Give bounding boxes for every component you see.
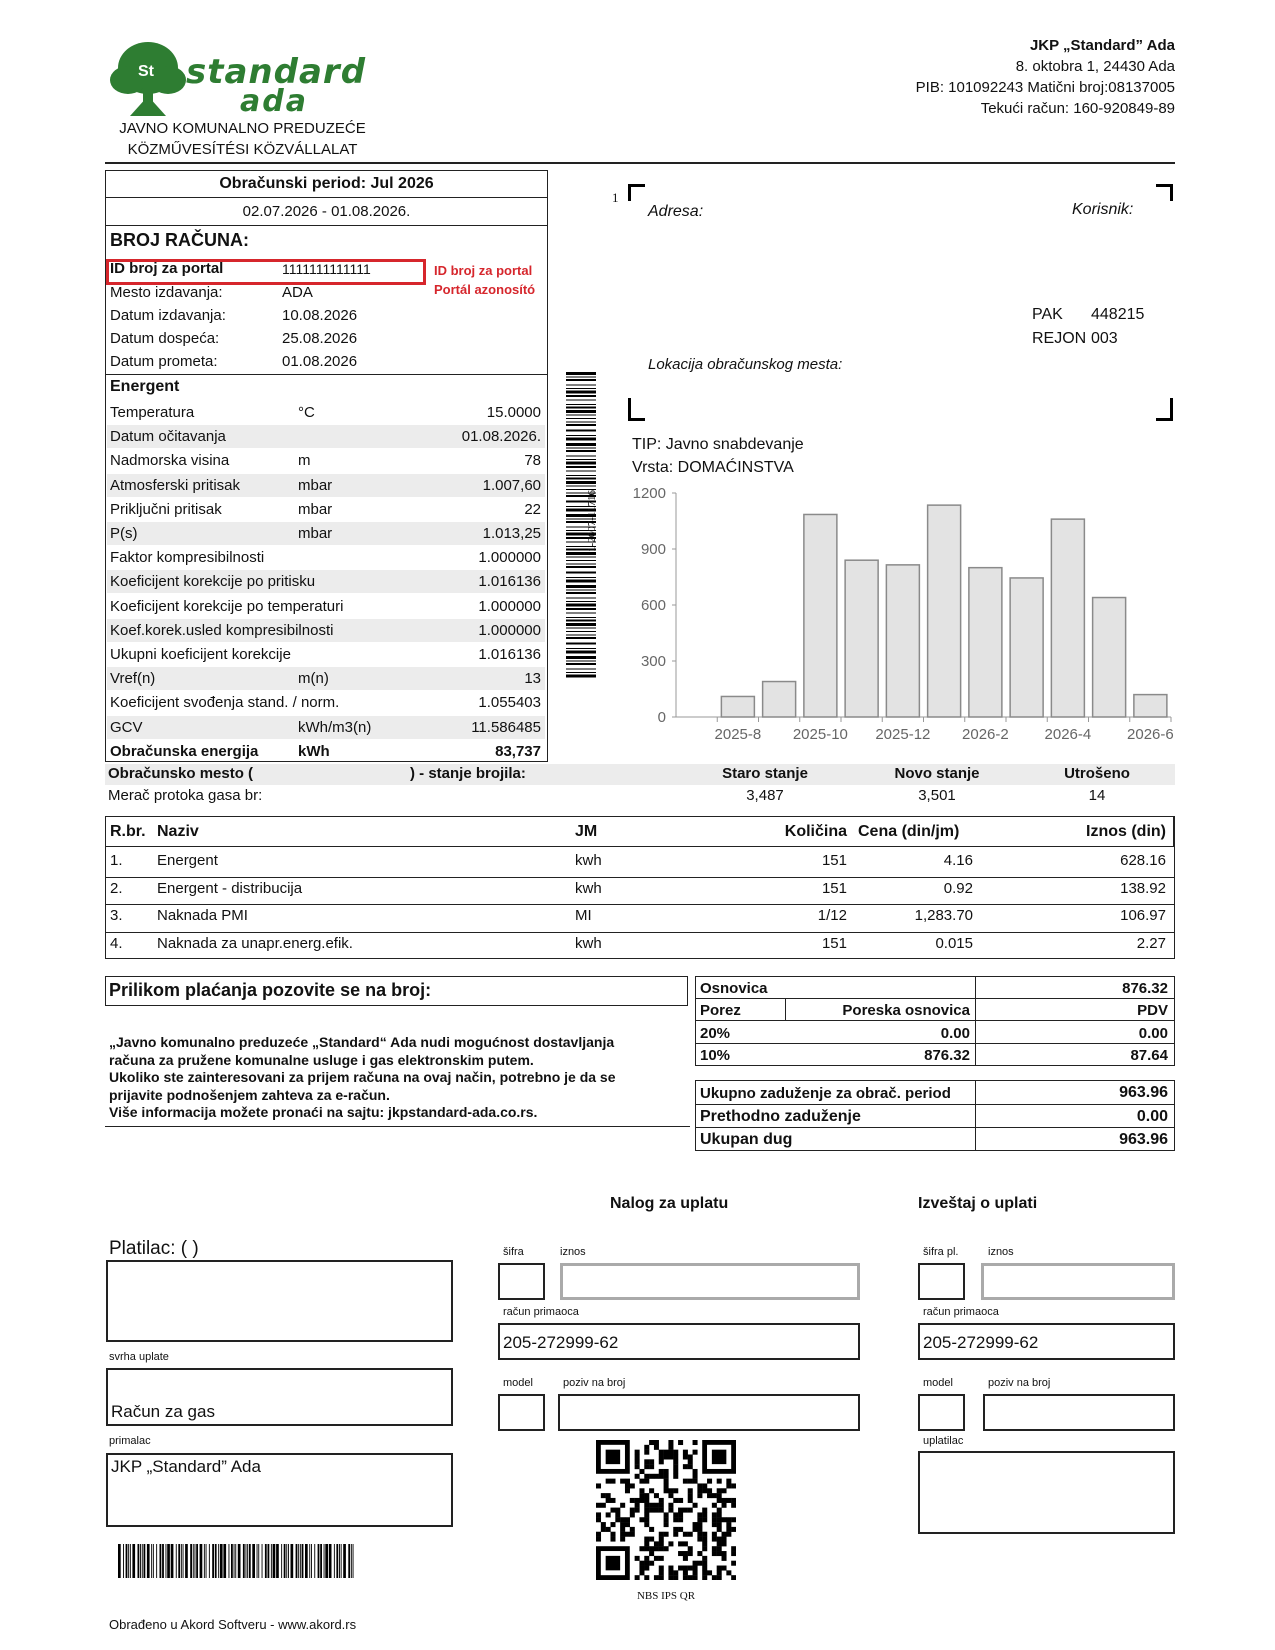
rejon-value: 003 <box>1091 330 1118 347</box>
item-price: 1,283.70 <box>914 907 973 925</box>
energy-row <box>107 667 545 690</box>
ref-label: poziv na broj <box>563 1377 626 1389</box>
issue-date-label: Datum izdavanja: <box>110 307 226 324</box>
col-amount: Iznos (din) <box>1086 823 1166 840</box>
company-logo <box>108 38 378 118</box>
user-label: Korisnik: <box>1072 201 1134 218</box>
report-title: Izveštaj o uplati <box>918 1195 1038 1212</box>
qr-label: NBS IPS QR <box>636 1590 696 1602</box>
prev-debt-label: Prethodno zaduženje <box>700 1108 861 1125</box>
item-rbr: 4. <box>110 934 123 952</box>
chart-bar <box>1134 695 1167 717</box>
meter-used-value: 14 <box>1088 787 1106 804</box>
item-name: Energent <box>157 852 218 869</box>
purpose-label: svrha uplate <box>109 1351 169 1363</box>
notice-line: Ukoliko ste zainteresovani za prijem računa na ovaj način, potrebno je da se <box>109 1069 616 1085</box>
invoice-heading: BROJ RAČUNA: <box>110 230 249 250</box>
side-code: 1-2607-11716 <box>586 490 598 552</box>
item-row-divider <box>105 877 1175 878</box>
item-rbr: 3. <box>110 907 123 925</box>
period-range: 02.07.2026 - 01.08.2026. <box>242 203 411 220</box>
chart-bar <box>969 568 1002 717</box>
account-value-2: 205-272999-62 <box>923 1333 1039 1352</box>
osnovica-label: Osnovica <box>700 980 768 997</box>
portal-note-hu: Portál azonosító <box>434 282 536 297</box>
base-20: 0.00 <box>940 1025 970 1042</box>
chart-bar <box>1010 578 1043 717</box>
amount-label-2: iznos <box>988 1246 1014 1258</box>
energy-row-label: GCV <box>110 718 143 736</box>
notice-text <box>109 1034 694 1122</box>
logo-wordmark: standard <box>186 52 367 92</box>
meter-place-label: Obračunsko mesto ( <box>108 765 254 782</box>
portal-id-label: ID broj za portal <box>110 260 224 277</box>
portal-note-sr: ID broj za portal <box>434 263 533 278</box>
code-field[interactable] <box>498 1263 545 1300</box>
energy-row-unit: mbar <box>298 476 333 494</box>
recipient-value: JKP „Standard” Ada <box>111 1457 261 1476</box>
amount-field[interactable] <box>560 1263 860 1300</box>
chart-bar <box>928 505 961 717</box>
rate-10: 10% <box>700 1047 731 1064</box>
amount-field-2[interactable] <box>981 1263 1175 1300</box>
account-label-2: račun primaoca <box>923 1306 999 1318</box>
item-name: Naknada PMI <box>157 907 248 925</box>
payer-small-label: uplatilac <box>923 1435 964 1447</box>
energy-row-unit: m <box>298 452 311 470</box>
energy-row-label: Faktor kompresibilnosti <box>110 549 265 567</box>
energy-row-label: Priključni pritisak <box>110 500 222 518</box>
footer: Obrađeno u Akord Softveru - www.akord.rs <box>109 1617 357 1632</box>
turnover-date-label: Datum prometa: <box>110 353 218 370</box>
prev-debt-value: 0.00 <box>1136 1108 1168 1125</box>
energy-row-value: 1.013,25 <box>482 525 541 542</box>
energy-row-unit: mbar <box>298 500 333 518</box>
chart-bar <box>1093 598 1126 717</box>
base-10: 876.32 <box>924 1047 970 1064</box>
model-field-2[interactable] <box>918 1394 965 1431</box>
notice-line: prijavite podnošenjem zahteva za e-račun. <box>109 1086 390 1103</box>
ips-qr-code <box>596 1440 736 1580</box>
due-date-label: Datum dospeća: <box>110 330 220 347</box>
chart-y-tick-label: 300 <box>640 653 666 670</box>
portal-id-value: 1111111111111 <box>282 261 371 277</box>
ref-field[interactable] <box>558 1394 860 1431</box>
chart-bar <box>721 696 754 717</box>
chart-y-tick-label: 900 <box>640 541 666 558</box>
amount-label: iznos <box>560 1246 586 1258</box>
item-price: 4.16 <box>943 852 973 869</box>
meter-new-value: 3,501 <box>918 787 956 804</box>
energy-row <box>107 716 545 739</box>
energy-row <box>107 740 545 763</box>
item-amount: 2.27 <box>1136 934 1166 952</box>
energy-row-label: Nadmorska visina <box>110 452 230 470</box>
item-row-divider <box>105 904 1175 905</box>
meter-new-label: Novo stanje <box>894 765 980 782</box>
total-debt-value: 963.96 <box>1119 1131 1168 1148</box>
col-price: Cena (din/jm) <box>858 823 960 840</box>
energy-row <box>107 401 545 424</box>
company-subtitle-hu: KÖZMŰVESÍTÉSI KÖZVÁLLALAT <box>127 141 358 158</box>
chart-bar <box>804 514 837 717</box>
chart-bar <box>763 682 796 717</box>
meter-header-bar <box>105 764 1175 785</box>
item-amount: 628.16 <box>1120 852 1166 869</box>
corner-mark-tl <box>628 184 645 201</box>
pdv-20: 0.00 <box>1138 1025 1168 1042</box>
energy-row-value: 15.0000 <box>486 404 541 421</box>
energy-row-label: Obračunska energija <box>110 742 259 760</box>
chart-x-tick-label: 2026-2 <box>962 726 1009 743</box>
energy-row-label: Temperatura <box>110 404 195 421</box>
meter-old-label: Staro stanje <box>722 765 808 782</box>
energy-row-value: 01.08.2026. <box>461 428 541 446</box>
location-label: Lokacija obračunskog mesta: <box>648 356 843 373</box>
model-label-2: model <box>923 1377 953 1389</box>
chart-y-tick-label: 1200 <box>632 485 666 502</box>
payer-field[interactable] <box>106 1260 453 1342</box>
chart-bar <box>886 565 919 717</box>
issue-date-value: 10.08.2026 <box>282 307 358 324</box>
consumption-chart <box>626 485 1176 757</box>
model-field[interactable] <box>498 1394 545 1431</box>
code-pl-field[interactable] <box>918 1263 965 1300</box>
bottom-barcode <box>118 1544 358 1578</box>
meter-old-value: 3,487 <box>746 787 784 804</box>
payer-field-2[interactable] <box>918 1451 1175 1534</box>
company-address: 8. oktobra 1, 24430 Ada <box>1015 58 1175 75</box>
corner-mark-tr <box>1156 184 1173 201</box>
energy-row-value: 11.586485 <box>471 718 541 736</box>
energy-row-value: 1.007,60 <box>482 476 541 494</box>
model-label: model <box>503 1377 533 1389</box>
energy-row <box>107 449 545 472</box>
energy-row-value: 1.000000 <box>478 597 541 615</box>
item-jm: MI <box>575 907 592 925</box>
company-name: JKP „Standard” Ada <box>1029 37 1175 54</box>
turnover-date-value: 01.08.2026 <box>282 353 358 370</box>
chart-x-tick-label: 2025-10 <box>792 726 848 743</box>
chart-bar <box>845 560 878 717</box>
order-title: Nalog za uplatu <box>610 1195 729 1212</box>
energy-row-unit: °C <box>298 404 315 421</box>
item-jm: kwh <box>575 879 602 897</box>
col-qty: Količina <box>784 823 847 840</box>
energy-row-unit: kWh/m3(n) <box>298 718 372 736</box>
account-label: račun primaoca <box>503 1306 579 1318</box>
energy-row-label: Atmosferski pritisak <box>110 476 241 494</box>
item-name: Energent - distribucija <box>157 879 303 897</box>
energy-row-label: Ukupni koeficijent korekcije <box>110 646 291 663</box>
energy-row <box>107 691 545 714</box>
payment-call: Prilikom plaćanja pozovite se na broj: <box>109 980 432 1000</box>
col-rbr: R.br. <box>110 823 146 840</box>
rejon-label: REJON <box>1032 330 1087 347</box>
ref-label-2: poziv na broj <box>988 1377 1051 1389</box>
energy-row-label: Koeficijent korekcije po pritisku <box>110 573 316 591</box>
item-qty: 1/12 <box>817 907 847 925</box>
rate-20: 20% <box>700 1025 731 1042</box>
item-rbr: 1. <box>110 852 123 869</box>
corner-mark-br <box>1156 398 1173 421</box>
issue-place-value: ADA <box>282 284 313 301</box>
pdv-label: PDV <box>1137 1002 1168 1019</box>
meter-number-label: Merač protoka gasa br: <box>108 787 263 804</box>
item-row-divider <box>105 932 1175 933</box>
corner-mark-bl <box>628 398 645 421</box>
energy-row-value: 1.016136 <box>478 573 541 591</box>
poreska-label: Poreska osnovica <box>842 1002 970 1019</box>
ref-field-2[interactable] <box>983 1394 1175 1431</box>
chart-x-tick-label: 2026-4 <box>1044 726 1092 743</box>
item-jm: kwh <box>575 934 602 952</box>
account-value: 205-272999-62 <box>503 1333 619 1352</box>
tip-type: TIP: Javno snabdevanje <box>632 436 804 453</box>
energy-row-unit: m(n) <box>298 670 329 688</box>
meter-used-label: Utrošeno <box>1064 765 1130 782</box>
item-qty: 151 <box>821 852 847 869</box>
chart-x-tick-label: 2025-12 <box>875 726 931 743</box>
notice-line: računa za pružene komunalne usluge i gas elektronskim putem. <box>109 1051 534 1068</box>
item-amount: 138.92 <box>1120 879 1166 897</box>
energy-row <box>107 595 545 618</box>
logo-wordmark-2: ada <box>240 84 308 119</box>
energy-row-label: P(s) <box>110 525 138 542</box>
item-price: 0.92 <box>943 879 973 897</box>
period-title: Obračunski period: Jul 2026 <box>219 175 434 192</box>
chart-y-tick-label: 0 <box>657 709 666 726</box>
item-qty: 151 <box>821 879 847 897</box>
pak-label: PAK <box>1032 306 1063 323</box>
col-name: Naziv <box>157 823 199 840</box>
total-debt-label: Ukupan dug <box>700 1131 793 1148</box>
item-jm: kwh <box>575 852 602 869</box>
item-qty: 151 <box>821 934 847 952</box>
company-subtitle-sr: JAVNO KOMUNALNO PREDUZEĆE <box>119 120 366 137</box>
energy-row <box>107 546 545 569</box>
energy-row-value: 1.055403 <box>478 694 541 712</box>
item-price: 0.015 <box>935 934 973 952</box>
chart-y-tick-label: 600 <box>640 597 666 614</box>
meter-state-label: ) - stanje brojila: <box>410 765 526 782</box>
energy-row <box>107 474 545 497</box>
energy-row <box>107 425 545 448</box>
energy-heading: Energent <box>110 378 180 395</box>
item-rbr: 2. <box>110 879 123 897</box>
osnovica-value: 876.32 <box>1122 980 1168 997</box>
energy-row-value: 13 <box>524 670 541 688</box>
svg-text:St: St <box>138 63 154 80</box>
total-period-label: Ukupno zaduženje za obrač. period <box>700 1085 951 1102</box>
pdv-10: 87.64 <box>1130 1047 1168 1064</box>
code-label: šifra <box>503 1246 524 1258</box>
energy-row-unit: kWh <box>298 742 330 760</box>
header-divider <box>105 162 1175 164</box>
energy-row <box>107 643 545 666</box>
total-period-value: 963.96 <box>1119 1084 1168 1101</box>
item-name: Naknada za unapr.energ.efik. <box>157 934 353 952</box>
page-number: 1 <box>612 190 619 205</box>
tip-kind: Vrsta: DOMAĆINSTVA <box>632 459 794 476</box>
energy-row-label: Datum očitavanja <box>110 428 226 446</box>
issue-place-label: Mesto izdavanja: <box>110 284 223 301</box>
energy-row-value: 1.000000 <box>478 621 541 639</box>
col-jm: JM <box>575 823 598 840</box>
energy-row-unit: mbar <box>298 525 333 542</box>
recipient-label: primalac <box>109 1435 151 1447</box>
energy-row-value: 78 <box>524 452 541 470</box>
chart-x-tick-label: 2026-6 <box>1127 726 1174 743</box>
company-pib: PIB: 101092243 Matični broj:08137005 <box>915 79 1175 96</box>
energy-row <box>107 570 545 593</box>
porez-label: Porez <box>700 1002 741 1019</box>
code-pl-label: šifra pl. <box>923 1246 959 1258</box>
chart-bar <box>1051 519 1084 717</box>
energy-row-value: 22 <box>524 500 541 518</box>
notice-line: „Javno komunalno preduzeće „Standard“ Ada nudi mogućnost dostavljanja <box>109 1034 615 1050</box>
energy-row-value: 1.016136 <box>478 646 541 663</box>
company-account: Tekući račun: 160-920849-89 <box>980 100 1175 117</box>
energy-row <box>107 522 545 545</box>
energy-row-value: 83,737 <box>495 742 541 760</box>
energy-row <box>107 498 545 521</box>
energy-row-value: 1.000000 <box>478 549 541 567</box>
address-label: Adresa: <box>648 203 704 220</box>
pak-value: 448215 <box>1091 306 1145 323</box>
energy-row-label: Vref(n) <box>110 670 156 688</box>
energy-row-label: Koef.korek.usled kompresibilnosti <box>110 621 334 639</box>
item-amount: 106.97 <box>1120 907 1166 925</box>
energy-row <box>107 619 545 642</box>
payer-label: Platilac: ( ) <box>109 1238 199 1259</box>
energy-row-label: Koeficijent svođenja stand. / norm. <box>110 694 340 712</box>
energy-row-label: Koeficijent korekcije po temperaturi <box>110 597 344 615</box>
notice-line: Više informacija možete pronaći na sajtu: jkpstandard-ada.co.rs. <box>109 1104 538 1120</box>
due-date-value: 25.08.2026 <box>282 330 358 347</box>
chart-x-tick-label: 2025-8 <box>714 726 762 743</box>
purpose-value: Račun za gas <box>111 1402 215 1421</box>
